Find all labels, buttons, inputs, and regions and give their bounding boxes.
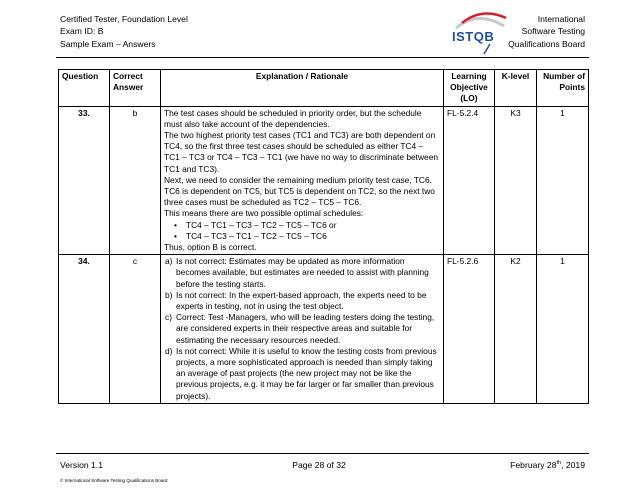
option-text: Correct: Test -Managers, who will be leading testers doing the testing, are considered experts in their respective areas and suitable for estimating the necessary resources needed. <box>176 312 435 345</box>
option-marker: c) <box>165 312 172 323</box>
header-left <box>60 13 188 50</box>
option-marker: d) <box>165 345 173 356</box>
col-points: Number of Points <box>537 70 589 107</box>
header-exam-id: Exam ID: B <box>60 26 104 37</box>
option-text: Is not correct: Estimates may be updated as more information becomes available, but estimates are needed to assist with planning before the testing starts. <box>176 256 429 289</box>
learning-objective: FL-5.2.4 <box>444 106 495 255</box>
list-item <box>165 312 440 346</box>
header-title: Certified Tester, Foundation Level <box>60 14 188 24</box>
learning-objective: FL-5.2.6 <box>444 255 495 404</box>
explanation-paragraph: Next, we need to consider the remaining medium priority test case, TC6. TC6 is dependent on TC5, but TC5 is dependent on TC2, so the next two three cases must be scheduled as TC2 – TC5 – TC6. <box>164 174 435 208</box>
col-question: Question <box>59 70 110 107</box>
header-rule <box>56 57 589 58</box>
schedule-list <box>164 220 440 242</box>
footer-page-number: Page 28 of 32 <box>292 460 346 470</box>
list-item <box>165 345 440 402</box>
option-marker: a) <box>165 256 173 267</box>
explanation-cell <box>161 255 444 404</box>
explanation-cell <box>161 106 444 255</box>
list-item: • TC4 – TC3 – TC1 – TC2 – TC5 – TC6 <box>186 231 440 242</box>
list-item <box>165 289 440 312</box>
col-learning-objective: Learning Objective (LO) <box>444 70 495 107</box>
footer-date-year: , 2019 <box>561 460 585 470</box>
footer-date <box>510 460 585 470</box>
svg-text:ISTQB: ISTQB <box>452 29 495 44</box>
header-org-line-1: International <box>537 14 585 24</box>
col-correct-answer: Correct Answer <box>110 70 161 107</box>
table-row <box>59 255 589 404</box>
option-text: Is not correct: While it is useful to know the testing costs from previous projects, a more sophisticated approach is needed than simply taking an average of past projects (the new project may not be like the previous projects, e.g. it may be far larger or far smaller than previous projects). <box>176 345 437 401</box>
footer-date-suffix: th <box>556 460 562 467</box>
table-header-row <box>59 70 589 107</box>
option-marker: b) <box>165 289 173 300</box>
list-item <box>165 256 440 290</box>
table-row <box>59 106 589 255</box>
list-item: • TC4 – TC1 – TC3 – TC2 – TC5 – TC6 or <box>186 220 440 231</box>
footer-copyright: © International Software Testing Qualifications Board <box>60 478 168 483</box>
header-subtitle: Sample Exam – Answers <box>60 38 156 49</box>
header-org-line-2: Software Testing <box>521 26 585 37</box>
option-text: Is not correct: In the expert-based approach, the experts need to be experts in testing, not in using the test object. <box>176 289 427 312</box>
question-number: 34. <box>59 255 110 404</box>
footer-version: Version 1.1 <box>60 460 103 470</box>
answers-table <box>58 69 589 404</box>
explanation-paragraph: The two highest priority test cases (TC1 and TC3) are both dependent on TC4, so the first three test cases should be scheduled as either TC4 – TC1 – TC3 or TC4 – TC3 – TC1 (we have no way to discriminate between TC1 and TC3). <box>164 130 439 174</box>
explanation-paragraph: This means there are two possible optimal schedules: <box>164 208 364 219</box>
explanation-paragraph: The test cases should be scheduled in priority order, but the schedule must also take account of the dependencies. <box>164 107 422 129</box>
istqb-logo <box>448 8 510 56</box>
header-right <box>508 13 585 50</box>
header-org-line-3: Qualifications Board <box>508 38 585 49</box>
k-level: K3 <box>495 106 537 255</box>
correct-answer: b <box>110 106 161 255</box>
correct-answer: c <box>110 255 161 404</box>
k-level: K2 <box>495 255 537 404</box>
option-list <box>164 256 440 402</box>
points: 1 <box>537 255 589 404</box>
col-k-level: K-level <box>495 70 537 107</box>
question-number: 33. <box>59 106 110 255</box>
footer-date-text: February 28 <box>510 460 557 470</box>
explanation-paragraph: Thus, option B is correct. <box>164 242 257 253</box>
footer-rule <box>56 453 589 454</box>
col-explanation: Explanation / Rationale <box>161 70 444 107</box>
points: 1 <box>537 106 589 255</box>
